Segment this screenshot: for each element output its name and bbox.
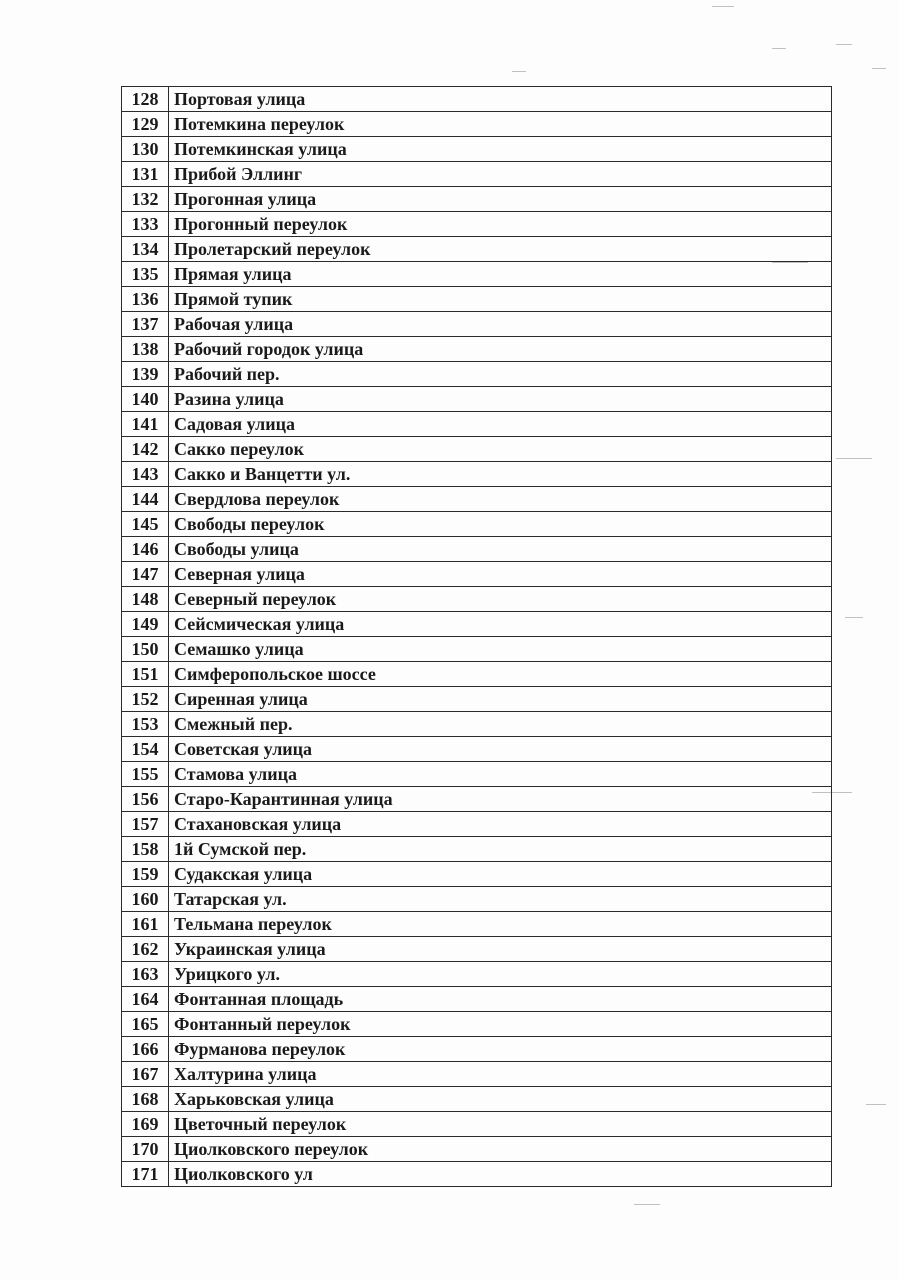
row-number-cell: 168 bbox=[122, 1087, 169, 1112]
table-row bbox=[122, 762, 832, 787]
table-row bbox=[122, 787, 832, 812]
street-name-cell: Судакская улица bbox=[169, 862, 832, 887]
street-name-cell: Прогонная улица bbox=[169, 187, 832, 212]
street-name-cell: Прямая улица bbox=[169, 262, 832, 287]
table-row bbox=[122, 687, 832, 712]
scan-speck bbox=[872, 68, 886, 69]
row-number-cell: 146 bbox=[122, 537, 169, 562]
table-row bbox=[122, 1062, 832, 1087]
row-number-cell: 129 bbox=[122, 112, 169, 137]
street-name-cell: Рабочий пер. bbox=[169, 362, 832, 387]
table-row bbox=[122, 537, 832, 562]
row-number-cell: 133 bbox=[122, 212, 169, 237]
street-name-cell: Потемкина переулок bbox=[169, 112, 832, 137]
street-name-cell: Стахановская улица bbox=[169, 812, 832, 837]
table-row bbox=[122, 262, 832, 287]
table-row bbox=[122, 1012, 832, 1037]
scan-speck bbox=[866, 1104, 886, 1105]
table-row bbox=[122, 1087, 832, 1112]
street-name-cell: Халтурина улица bbox=[169, 1062, 832, 1087]
row-number-cell: 171 bbox=[122, 1162, 169, 1187]
street-name-cell: Симферопольское шоссе bbox=[169, 662, 832, 687]
row-number-cell: 159 bbox=[122, 862, 169, 887]
scan-speck bbox=[836, 458, 872, 459]
scan-speck bbox=[712, 6, 734, 7]
row-number-cell: 161 bbox=[122, 912, 169, 937]
table-row bbox=[122, 287, 832, 312]
street-list-table bbox=[121, 86, 832, 1187]
table-row bbox=[122, 87, 832, 112]
street-name-cell: Свердлова переулок bbox=[169, 487, 832, 512]
row-number-cell: 143 bbox=[122, 462, 169, 487]
table-row bbox=[122, 912, 832, 937]
row-number-cell: 145 bbox=[122, 512, 169, 537]
row-number-cell: 138 bbox=[122, 337, 169, 362]
street-name-cell: Старо-Карантинная улица bbox=[169, 787, 832, 812]
row-number-cell: 156 bbox=[122, 787, 169, 812]
row-number-cell: 139 bbox=[122, 362, 169, 387]
row-number-cell: 150 bbox=[122, 637, 169, 662]
row-number-cell: 128 bbox=[122, 87, 169, 112]
row-number-cell: 169 bbox=[122, 1112, 169, 1137]
row-number-cell: 142 bbox=[122, 437, 169, 462]
table-row bbox=[122, 312, 832, 337]
street-name-cell: Смежный пер. bbox=[169, 712, 832, 737]
scan-speck bbox=[772, 48, 786, 49]
table-row bbox=[122, 1137, 832, 1162]
street-name-cell: Харьковская улица bbox=[169, 1087, 832, 1112]
street-name-cell: Урицкого ул. bbox=[169, 962, 832, 987]
street-name-cell: Цветочный переулок bbox=[169, 1112, 832, 1137]
street-name-cell: Свободы улица bbox=[169, 537, 832, 562]
table-row bbox=[122, 512, 832, 537]
table-row bbox=[122, 212, 832, 237]
table-row bbox=[122, 637, 832, 662]
scan-speck bbox=[634, 1204, 660, 1205]
table-row bbox=[122, 937, 832, 962]
table-row bbox=[122, 187, 832, 212]
row-number-cell: 134 bbox=[122, 237, 169, 262]
street-name-cell: Сейсмическая улица bbox=[169, 612, 832, 637]
row-number-cell: 165 bbox=[122, 1012, 169, 1037]
row-number-cell: 131 bbox=[122, 162, 169, 187]
table-row bbox=[122, 812, 832, 837]
row-number-cell: 157 bbox=[122, 812, 169, 837]
table-row bbox=[122, 387, 832, 412]
street-name-cell: Тельмана переулок bbox=[169, 912, 832, 937]
table-row bbox=[122, 412, 832, 437]
row-number-cell: 141 bbox=[122, 412, 169, 437]
row-number-cell: 147 bbox=[122, 562, 169, 587]
table-row bbox=[122, 237, 832, 262]
street-name-cell: Прямой тупик bbox=[169, 287, 832, 312]
table-row bbox=[122, 612, 832, 637]
row-number-cell: 170 bbox=[122, 1137, 169, 1162]
table-row bbox=[122, 1162, 832, 1187]
row-number-cell: 153 bbox=[122, 712, 169, 737]
street-list-body bbox=[122, 87, 832, 1187]
table-row bbox=[122, 987, 832, 1012]
street-name-cell: Стамова улица bbox=[169, 762, 832, 787]
table-row bbox=[122, 862, 832, 887]
street-name-cell: Пролетарский переулок bbox=[169, 237, 832, 262]
row-number-cell: 130 bbox=[122, 137, 169, 162]
table-row bbox=[122, 712, 832, 737]
row-number-cell: 160 bbox=[122, 887, 169, 912]
table-row bbox=[122, 737, 832, 762]
row-number-cell: 163 bbox=[122, 962, 169, 987]
street-name-cell: Украинская улица bbox=[169, 937, 832, 962]
row-number-cell: 148 bbox=[122, 587, 169, 612]
street-name-cell: Прибой Эллинг bbox=[169, 162, 832, 187]
scan-speck bbox=[845, 617, 863, 618]
table-row bbox=[122, 437, 832, 462]
street-name-cell: Потемкинская улица bbox=[169, 137, 832, 162]
table-row bbox=[122, 562, 832, 587]
row-number-cell: 144 bbox=[122, 487, 169, 512]
street-name-cell: Сакко и Ванцетти ул. bbox=[169, 462, 832, 487]
street-name-cell: Фурманова переулок bbox=[169, 1037, 832, 1062]
row-number-cell: 158 bbox=[122, 837, 169, 862]
street-name-cell: Сакко переулок bbox=[169, 437, 832, 462]
row-number-cell: 166 bbox=[122, 1037, 169, 1062]
row-number-cell: 149 bbox=[122, 612, 169, 637]
street-name-cell: Сиренная улица bbox=[169, 687, 832, 712]
row-number-cell: 152 bbox=[122, 687, 169, 712]
row-number-cell: 167 bbox=[122, 1062, 169, 1087]
table-row bbox=[122, 487, 832, 512]
street-name-cell: Разина улица bbox=[169, 387, 832, 412]
row-number-cell: 135 bbox=[122, 262, 169, 287]
street-name-cell: Циолковского переулок bbox=[169, 1137, 832, 1162]
row-number-cell: 132 bbox=[122, 187, 169, 212]
street-name-cell: Прогонный переулок bbox=[169, 212, 832, 237]
table-row bbox=[122, 662, 832, 687]
row-number-cell: 151 bbox=[122, 662, 169, 687]
row-number-cell: 162 bbox=[122, 937, 169, 962]
row-number-cell: 155 bbox=[122, 762, 169, 787]
row-number-cell: 154 bbox=[122, 737, 169, 762]
street-name-cell: Рабочая улица bbox=[169, 312, 832, 337]
table-row bbox=[122, 162, 832, 187]
scan-speck bbox=[512, 71, 526, 72]
table-row bbox=[122, 462, 832, 487]
table-row bbox=[122, 137, 832, 162]
row-number-cell: 136 bbox=[122, 287, 169, 312]
street-name-cell: Семашко улица bbox=[169, 637, 832, 662]
street-name-cell: Северный переулок bbox=[169, 587, 832, 612]
table-row bbox=[122, 587, 832, 612]
table-row bbox=[122, 837, 832, 862]
street-name-cell: Фонтанный переулок bbox=[169, 1012, 832, 1037]
table-row bbox=[122, 337, 832, 362]
table-row bbox=[122, 112, 832, 137]
table-row bbox=[122, 1037, 832, 1062]
table-row bbox=[122, 962, 832, 987]
street-name-cell: Татарская ул. bbox=[169, 887, 832, 912]
street-name-cell: Фонтанная площадь bbox=[169, 987, 832, 1012]
table-row bbox=[122, 887, 832, 912]
table-row bbox=[122, 362, 832, 387]
scan-speck bbox=[836, 44, 852, 45]
street-name-cell: Садовая улица bbox=[169, 412, 832, 437]
street-name-cell: 1й Сумской пер. bbox=[169, 837, 832, 862]
street-name-cell: Циолковского ул bbox=[169, 1162, 832, 1187]
row-number-cell: 140 bbox=[122, 387, 169, 412]
street-name-cell: Северная улица bbox=[169, 562, 832, 587]
row-number-cell: 164 bbox=[122, 987, 169, 1012]
street-name-cell: Советская улица bbox=[169, 737, 832, 762]
street-name-cell: Свободы переулок bbox=[169, 512, 832, 537]
row-number-cell: 137 bbox=[122, 312, 169, 337]
table-row bbox=[122, 1112, 832, 1137]
street-name-cell: Портовая улица bbox=[169, 87, 832, 112]
street-name-cell: Рабочий городок улица bbox=[169, 337, 832, 362]
